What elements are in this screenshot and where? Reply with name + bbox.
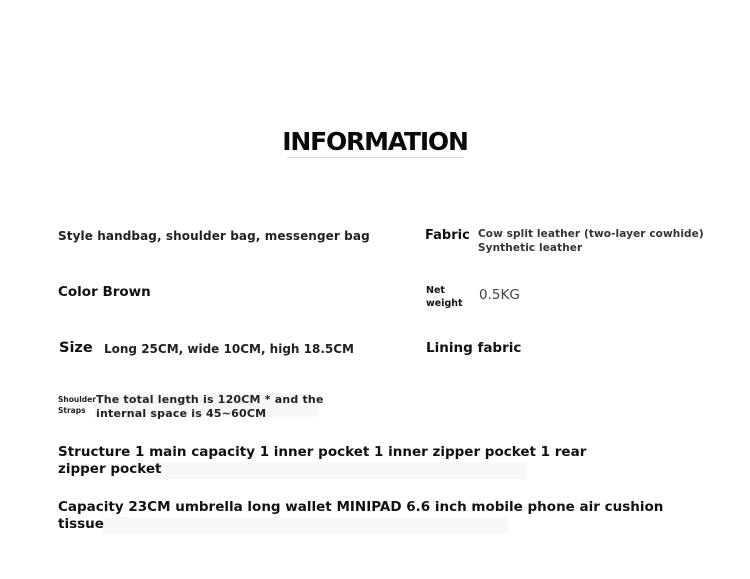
shoulder-straps-value-line1: The total length is 120CM * and the	[96, 393, 324, 406]
title-underline	[287, 157, 464, 158]
net-weight-value: 0.5KG	[479, 287, 520, 303]
shoulder-straps-label: Shoulder Straps	[58, 395, 96, 415]
size-value: Long 25CM, wide 10CM, high 18.5CM	[104, 342, 354, 356]
fabric-label: Fabric	[425, 228, 470, 243]
color-spec: Color Brown	[58, 284, 151, 300]
capacity-spec-line1: Capacity 23CM umbrella long wallet MINIPAD 6.6 inch mobile phone air cushion	[58, 499, 664, 515]
structure-spec-line1: Structure 1 main capacity 1 inner pocket 1 inner zipper pocket 1 rear	[58, 444, 587, 460]
page-title: INFORMATION	[282, 127, 468, 156]
size-label: Size	[59, 340, 93, 356]
capacity-spec-line2: tissue	[58, 516, 104, 532]
structure-spec-line2: zipper pocket	[58, 461, 162, 477]
structure-background	[154, 462, 526, 479]
lining-fabric-spec: Lining fabric	[426, 340, 522, 356]
style-spec: Style handbag, shoulder bag, messenger bag	[58, 229, 370, 243]
fabric-value-line1: Cow split leather (two-layer cowhide)	[478, 228, 704, 240]
fabric-value-line2: Synthetic leather	[478, 242, 583, 254]
shoulder-straps-value-line2: internal space is 45~60CM	[96, 407, 267, 420]
capacity-background	[102, 517, 508, 534]
net-weight-label: Net weight	[426, 285, 463, 309]
